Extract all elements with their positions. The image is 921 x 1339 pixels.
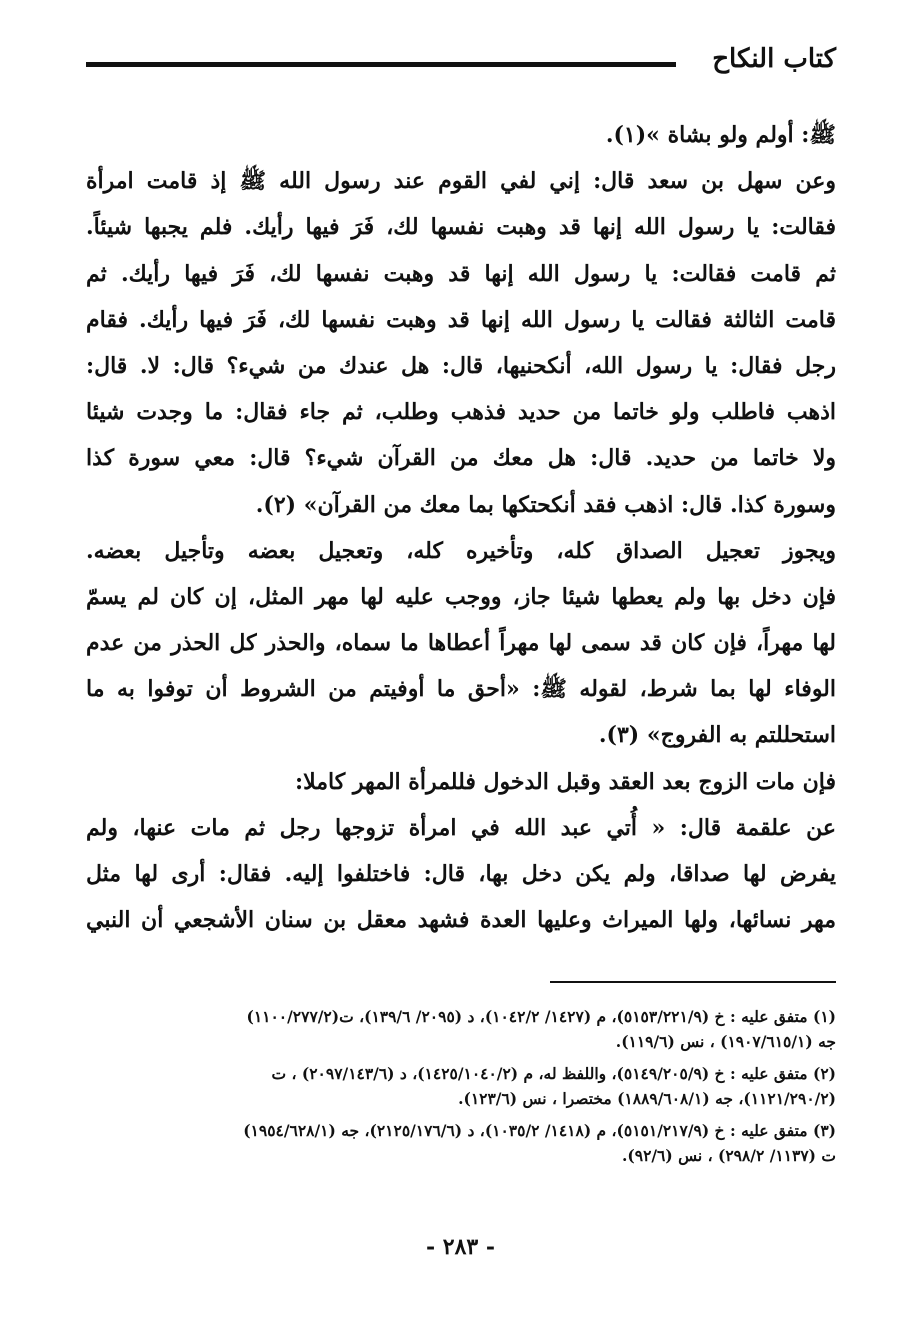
footnote [86, 1004, 836, 1054]
running-header [86, 42, 836, 82]
text-line: استحللتم به الفروج» (٣). [598, 722, 836, 749]
footnote [86, 1118, 836, 1168]
footnote-line: ت (١١٣٧/ ٢٩٨/٢) ، نس (٩٢/٦). [622, 1146, 836, 1165]
text-line: الوفاء لها بما شرط، لقوله ﷺ: «أحق ما أوفيتم من الشروط أن توفوا به ما [86, 676, 836, 703]
text-line: ثم قامت فقالت: يا رسول الله إنها قد وهبت نفسها لك، فَرَ فيها رأيك. ثم [86, 260, 836, 287]
chapter-title: كتاب النكاح [712, 44, 836, 74]
footnotes [86, 1004, 836, 1175]
text-line: وعن سهل بن سعد قال: إني لفي القوم عند رسول الله ﷺ إذ قامت امرأة [86, 168, 836, 195]
text-line: ويجوز تعجيل الصداق كله، وتأخيره كله، وتعجيل بعضه وتأجيل بعضه. [86, 537, 836, 564]
text-line: ﷺ: أولم ولو بشاة »(١). [605, 122, 836, 148]
footnote-separator [550, 981, 836, 983]
footnote-line: (١١٢١/٢٩٠/٢)، جه (١٨٨٩/٦٠٨/١) مختصرا ، نس (١٢٣/٦). [458, 1089, 836, 1108]
footnote-line: جه (١٩٠٧/٦١٥/١) ، نس (١١٩/٦). [615, 1032, 836, 1051]
footnote-line: (١) متفق عليه : خ (٥١٥٣/٢٢١/٩)، م (١٤٢٧/ ١٠٤٢/٢)، د (٢٠٩٥/ ١٣٩/٦)، ت(١١٠٠/٢٧٧/٢) [246, 1007, 836, 1026]
text-line: رجل فقال: يا رسول الله، أنكحنيها، قال: هل عندك من شيء؟ قال: لا. قال: [86, 352, 836, 379]
text-line: مهر نسائها، ولها الميراث وعليها العدة فشهد معقل بن سنان الأشجعي أن النبي [86, 907, 836, 934]
text-line: وسورة كذا. قال: اذهب فقد أنكحتكها بما معك من القرآن» (٢). [255, 491, 836, 518]
text-line: اذهب فاطلب ولو خاتما من حديد فذهب وطلب، ثم جاء فقال: ما وجدت شيئا [86, 399, 836, 426]
page-number: - ٢٨٣ - [425, 1234, 496, 1260]
text-line: عن علقمة قال: « أُتي عبد الله في امرأة تزوجها رجل ثم مات عنها، ولم [86, 814, 836, 841]
main-text [86, 112, 836, 943]
footnote-line: (٢) متفق عليه : خ (٥١٤٩/٢٠٥/٩)، واللفظ له، م (١٤٢٥/١٠٤٠/٢)، د (٢٠٩٧/١٤٣/٦) ، ت [271, 1064, 836, 1083]
footnote-line: (٣) متفق عليه : خ (٥١٥١/٢١٧/٩)، م (١٤١٨/ ١٠٣٥/٢)، د (٢١٢٥/١٧٦/٦)، جه (١٩٥٤/٦٢٨/١) [243, 1121, 836, 1140]
text-line: ولا خاتما من حديد. قال: هل معك من القرآن شيء؟ قال: معي سورة كذا [86, 445, 836, 472]
text-line: فإن مات الزوج بعد العقد وقبل الدخول فللمرأة المهر كاملا: [294, 768, 836, 795]
footnote [86, 1061, 836, 1111]
text-line: قامت الثالثة فقالت يا رسول الله إنها قد وهبت نفسها لك، فَرَ فيها رأيك. فقام [86, 306, 836, 333]
text-line: يفرض لها صداقا، ولم يكن دخل بها، قال: فاختلفوا إليه. فقال: أرى لها مثل [86, 861, 836, 887]
text-line: فقالت: يا رسول الله إنها قد وهبت نفسها لك، فَرَ فيها رأيك. فلم يجبها شيئاً. [86, 214, 836, 241]
text-line: لها مهراً، فإن كان قد سمى لها مهراً أعطاها ما سماه، والحذر كل الحذر من عدم [86, 630, 836, 657]
text-line: فإن دخل بها ولم يعطها شيئا جاز، ووجب عليه لها مهر المثل، إن كان لم يسمّ [86, 583, 836, 610]
header-rule [86, 62, 676, 67]
